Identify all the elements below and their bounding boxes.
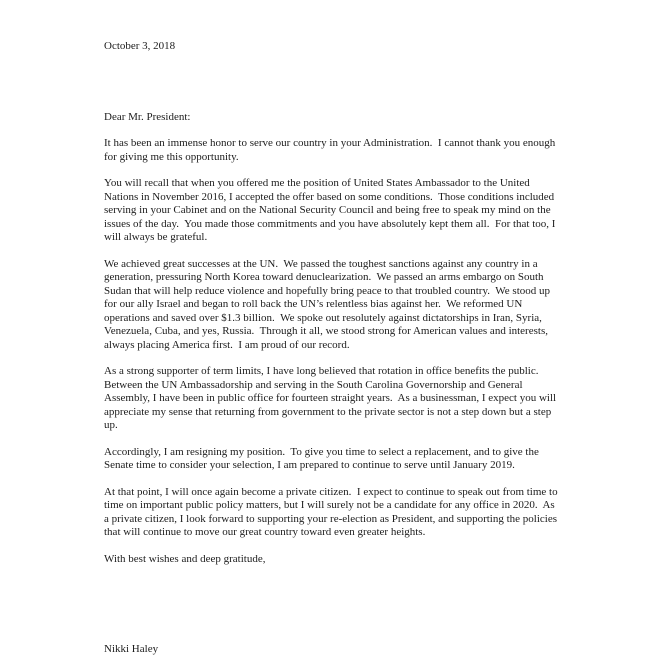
- letter-paragraph: It has been an immense honor to serve our country in your Administration. I cannot thank you enough for giving me this opportunity.: [104, 137, 558, 163]
- letter-paragraph: Accordingly, I am resigning my position. To give you time to select a replacement, and to give the Senate time to consider your selection, I am prepared to continue to serve until January 2019.: [104, 445, 542, 471]
- letter-salutation: Dear Mr. President:: [104, 110, 191, 123]
- letter-closing: With best wishes and deep gratitude,: [104, 552, 266, 565]
- letter-paragraph: You will recall that when you offered me the position of United States Ambassador to the United Nations in November 2016, I accepted the offer based on some conditions. Those conditions included serving in your Cabinet and on the National Security Council and being free to speak my mind on the issues of the day. You made those commitments and you have absolutely kept them all. For that too, I will always be grateful.: [104, 177, 559, 243]
- letter-body: [104, 40, 561, 566]
- letter-date: October 3, 2018: [104, 40, 176, 52]
- letter-paragraph: We achieved great successes at the UN. We passed the toughest sanctions against any country in a generation, pressuring North Korea toward denuclearization. We passed an arms embargo on South Sudan that will help reduce violence and hopefully bring peace to that troubled country. We stood up for our ally Israel and began to roll back the UN’s relentless bias against her. We reformed UN operations and saved over $1.3 billion. We spoke out resolutely against dictatorships in Iran, Syria, Venezuela, Cuba, and yes, Russia. Through it all, we stood strong for American values and interests, always placing America first. I am proud of our record.: [104, 257, 553, 351]
- letter-paragraph: As a strong supporter of term limits, I have long believed that rotation in office benefits the public. Between the UN Ambassadorship and serving in the South Carolina Governorship and General Assembly, I have been in public office for fourteen straight years. As a businessman, I expect you will appreciate my sense that returning from government to the private sector is not a step down but a step up.: [104, 365, 559, 431]
- letter-signature: Nikki Haley: [104, 643, 159, 655]
- letter-paragraph: At that point, I will once again become a private citizen. I expect to continue to speak out from time to time on important public policy matters, but I will surely not be a candidate for any office in 2020. As a private citizen, I look forward to supporting your re-election as President, and supporting the policies that will continue to move our great country toward even greater heights.: [104, 485, 561, 538]
